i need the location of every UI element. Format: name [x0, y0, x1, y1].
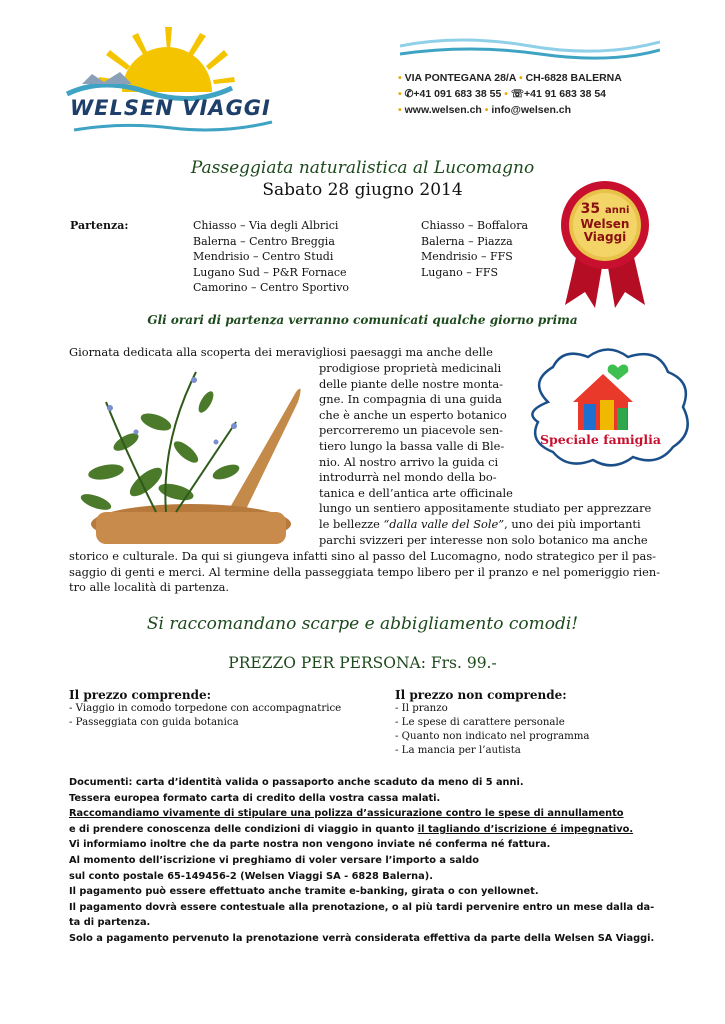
documents-line: Vi informiamo inoltre che da parte nostra non vengono inviate né conferma né fattura.	[69, 839, 551, 851]
list-item: - Viaggio in comodo torpedone con accompagnatrice	[69, 703, 342, 714]
description-line: delle piante delle nostre monta-	[319, 376, 503, 391]
logo	[62, 22, 282, 137]
documents-line: e di prendere conoscenza delle condizioni di viaggio in quanto il tagliando d’iscrizione é impegnativo.	[69, 823, 634, 835]
documents-line: Solo a pagamento pervenuto la prenotazione verrà considerata effettiva da parte della Welsen SA Viaggi.	[69, 932, 655, 944]
description-line: prodigiose proprietà medicinali	[319, 361, 502, 375]
description-bottom	[69, 549, 689, 596]
description-line: tanica e dell’antica arte officinale	[319, 485, 513, 500]
description-line: parchi svizzeri per interesse non solo botanico ma anche	[319, 532, 648, 547]
documents-line: ta di partenza.	[69, 917, 151, 929]
web-line: • www.welsen.ch • info@welsen.ch	[398, 104, 572, 116]
description-line: tiero lungo la bassa valle di Ble-	[319, 438, 505, 453]
partenza-col1	[193, 218, 349, 296]
badge-viaggi: Viaggi	[583, 230, 627, 244]
partenza-item: Mendrisio – Centro Studi	[193, 250, 334, 263]
partenza-item: Lugano Sud – P&R Fornace	[193, 265, 347, 279]
list-item: - Le spese di carattere personale	[395, 717, 565, 728]
includes-title: Il prezzo comprende:	[69, 688, 212, 702]
description-line: lungo un sentiero appositamente studiato per apprezzare	[319, 501, 652, 516]
speciale-famiglia-label: Speciale famiglia	[540, 432, 662, 447]
price-excludes	[395, 688, 590, 758]
list-item: - Passeggiata con guida botanica	[69, 717, 239, 728]
list-item: - La mancia per l’autista	[395, 745, 521, 756]
badge-number: 35	[580, 201, 601, 217]
partenza-item: Chiasso – Via degli Albrici	[193, 219, 339, 232]
description-line: percorreremo un piacevole sen-	[319, 423, 504, 438]
partenza-item: Camorino – Centro Sportivo	[193, 281, 350, 294]
contact-block	[398, 70, 698, 118]
documents-line: Documenti: carta d’identità valida o passaporto anche scaduto da meno di 5 anni.	[69, 777, 524, 788]
email-link[interactable]: info@welsen.ch	[491, 104, 572, 116]
description-line: gne. In compagnia di una guida	[319, 392, 502, 407]
documents-line: Tessera europea formato carta di credito della vostra cassa malati.	[69, 792, 441, 804]
description-line: che è anche un esperto botanico	[319, 407, 507, 422]
page-date: Sabato 28 giugno 2014	[262, 180, 463, 200]
partenza-item: Mendrisio – FFS	[421, 250, 513, 263]
description-line: Giornata dedicata alla scoperta dei meravigliosi paesaggi ma anche delle	[69, 345, 493, 359]
description-line: tro alle località di partenza.	[69, 580, 230, 595]
documents-line: sul conto postale 65-149456-2 (Welsen Viaggi SA - 6828 Balerna).	[69, 870, 433, 882]
partenza-item: Chiasso – Boffalora	[421, 219, 529, 232]
documents-block	[69, 775, 689, 947]
header-waves	[400, 34, 660, 64]
recommendation: Si raccomandano scarpe e abbigliamento comodi!	[146, 614, 579, 634]
list-item: - Il pranzo	[395, 703, 448, 714]
partenza-item: Lugano – FFS	[421, 265, 498, 279]
price: PREZZO PER PERSONA: Frs. 99.-	[228, 654, 497, 672]
documents-line: Raccomandiamo vivamente di stipulare una polizza d’assicurazione contro le spese di annullamento	[69, 808, 624, 820]
badge-welsen: Welsen	[580, 217, 630, 231]
anniversary-badge	[555, 180, 655, 310]
description-line: storico e culturale. Da qui si giungeva infatti sino al passo del Lucomagno, nodo strategico per il pas-	[69, 549, 657, 563]
partenza-col2	[421, 218, 528, 280]
list-item: - Quanto non indicato nel programma	[395, 731, 590, 742]
fax-icon: ☏	[510, 88, 524, 100]
address-line: • VIA PONTEGANA 28/A • CH-6828 BALERNA	[398, 72, 622, 84]
phone-line: • ✆+41 091 683 38 55 • ☏+41 91 683 38 54	[398, 88, 607, 100]
description-line: introdurrà nel mondo della bo-	[319, 470, 497, 485]
partenza-item: Balerna – Centro Breggia	[193, 234, 335, 248]
partenza-item: Balerna – Piazza	[421, 234, 513, 248]
description-line: saggio di genti e merci. Al termine della passeggiata tempo libero per il pranzo e nel pomeriggio rien-	[69, 564, 661, 579]
partenza-label: Partenza:	[70, 219, 129, 232]
excludes-title: Il prezzo non comprende:	[395, 688, 567, 702]
page-title: Passeggiata naturalistica al Lucomagno	[190, 158, 535, 178]
logo-text: WELSEN VIAGGI	[70, 96, 271, 120]
documents-line: Al momento dell’iscrizione vi preghiamo di voler versare l’importo a saldo	[69, 854, 479, 866]
price-includes	[69, 688, 341, 730]
phone-icon: ✆	[404, 88, 414, 100]
herbs-mortar-image	[66, 362, 308, 547]
website-link[interactable]: www.welsen.ch	[404, 104, 482, 116]
documents-line: Il pagamento può essere effettuato anche tramite e-banking, girata o con yellownet.	[69, 886, 539, 898]
description-line: le bellezze “dalla valle del Sole”, uno dei più importanti	[319, 516, 641, 531]
documents-line: Il pagamento dovrà essere contestuale alla prenotazione, o al più tardi pervenire entro un mese dalla da-	[69, 901, 655, 913]
orari-note: Gli orari di partenza verranno comunicati qualche giorno prima	[147, 313, 578, 327]
description-block	[319, 361, 654, 548]
description-line: nio. Al nostro arrivo la guida ci	[319, 454, 499, 469]
badge-anni: anni	[604, 205, 630, 216]
